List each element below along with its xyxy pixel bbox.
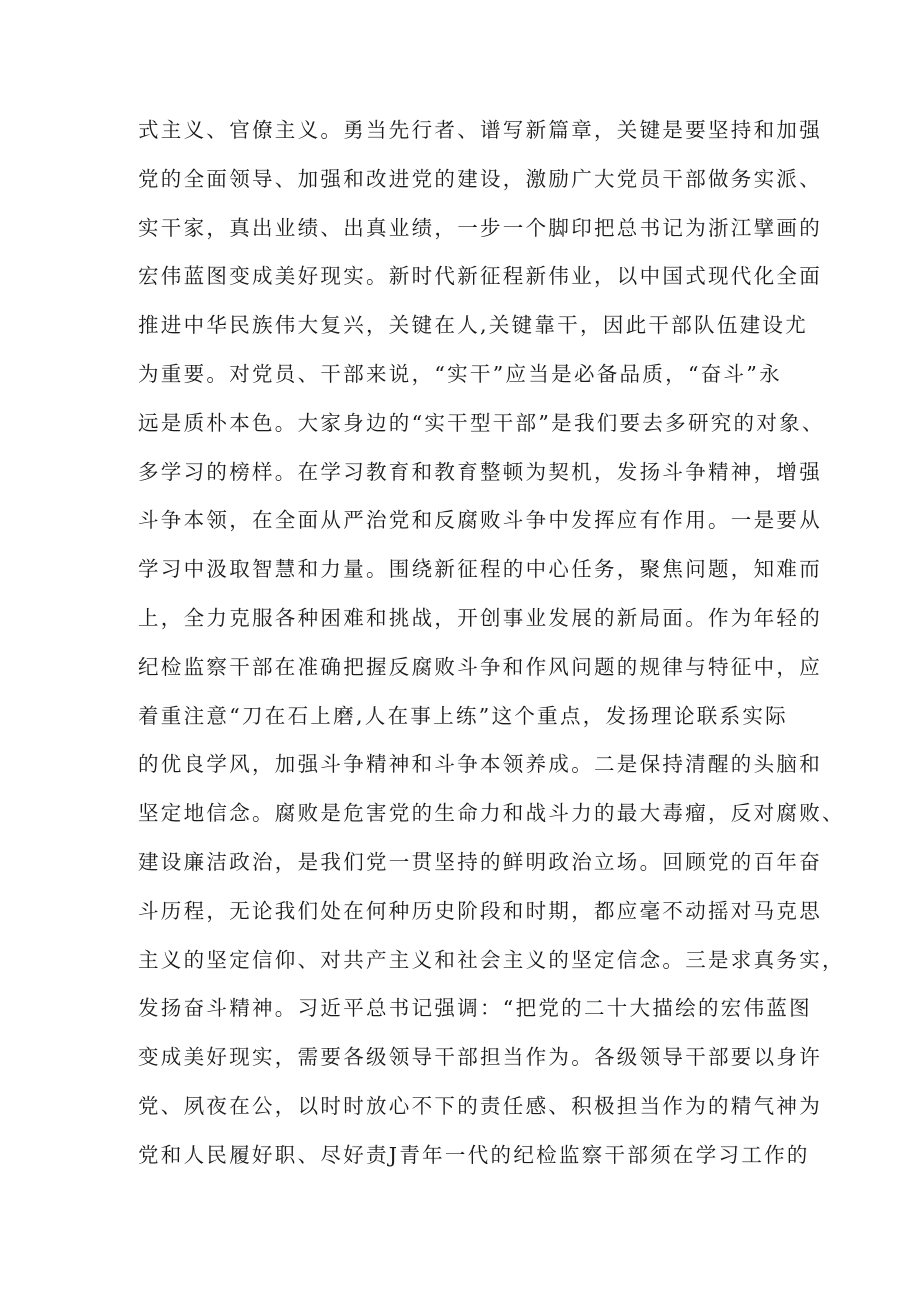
text-line: 远是质朴本色。大家身边的“实干型干部”是我们要去多研究的对象、	[138, 410, 825, 435]
text-line: 坚定地信念。腐败是危害党的生命力和战斗力的最大毒瘤，反对腐败、	[138, 801, 845, 826]
text-line: 的优良学风，加强斗争精神和斗争本领养成。二是保持清醒的头脑和	[138, 752, 822, 777]
text-line: 主义的坚定信仰、对共产主义和社会主义的坚定信念。三是求真务实，	[138, 947, 845, 972]
text-line: 宏伟蓝图变成美好现实。新时代新征程新伟业，以中国式现代化全面	[138, 264, 822, 289]
text-line: 上，全力克服各种困难和挑战，开创事业发展的新局面。作为年轻的	[138, 605, 822, 630]
text-line: 党、夙夜在公，以时时放心不下的责任感、积极担当作为的精气神为	[138, 1093, 822, 1118]
text-line: 推进中华民族伟大复兴，关键在人,关键靠干，因此干部队伍建设尤	[138, 313, 809, 338]
text-line: 实干家，真出业绩、出真业绩，一步一个脚印把总书记为浙江擘画的	[138, 215, 822, 240]
text-line: 式主义、官僚主义。勇当先行者、谱写新篇章，关键是要坚持和加强	[138, 118, 822, 142]
text-line: 为重要。对党员、干部来说，“实干”应当是必备品质，“奋斗”永	[138, 361, 782, 386]
text-line: 斗争本领，在全面从严治党和反腐败斗争中发挥应有作用。一是要从	[138, 508, 822, 533]
text-line: 党的全面领导、加强和改进党的建设，激励广大党员干部做务实派、	[138, 166, 822, 191]
text-line: 建设廉洁政治，是我们党一贯坚持的鲜明政治立场。回顾党的百年奋	[138, 849, 822, 874]
text-line: 发扬奋斗精神。习近平总书记强调：“把党的二十大描绘的宏伟蓝图	[138, 996, 812, 1021]
text-line: 纪检监察干部在准确把握反腐败斗争和作风问题的规律与特征中，应	[138, 654, 822, 679]
text-line: 着重注意“刀在石上磨,人在事上练”这个重点，发扬理论联系实际	[138, 703, 788, 728]
text-line: 学习中汲取智慧和力量。围绕新征程的中心任务，聚焦问题，知难而	[138, 557, 822, 582]
body-paragraph	[138, 113, 845, 1187]
text-line: 变成美好现实，需要各级领导干部担当作为。各级领导干部要以身许	[138, 1045, 822, 1070]
text-line: 党和人民履好职、尽好责J青年一代的纪检监察干部须在学习工作的	[138, 1142, 810, 1167]
text-line: 多学习的榜样。在学习教育和教育整顿为契机，发扬斗争精神，增强	[138, 459, 822, 484]
text-line: 斗历程，无论我们处在何种历史阶段和时期，都应毫不动摇对马克思	[138, 898, 822, 923]
